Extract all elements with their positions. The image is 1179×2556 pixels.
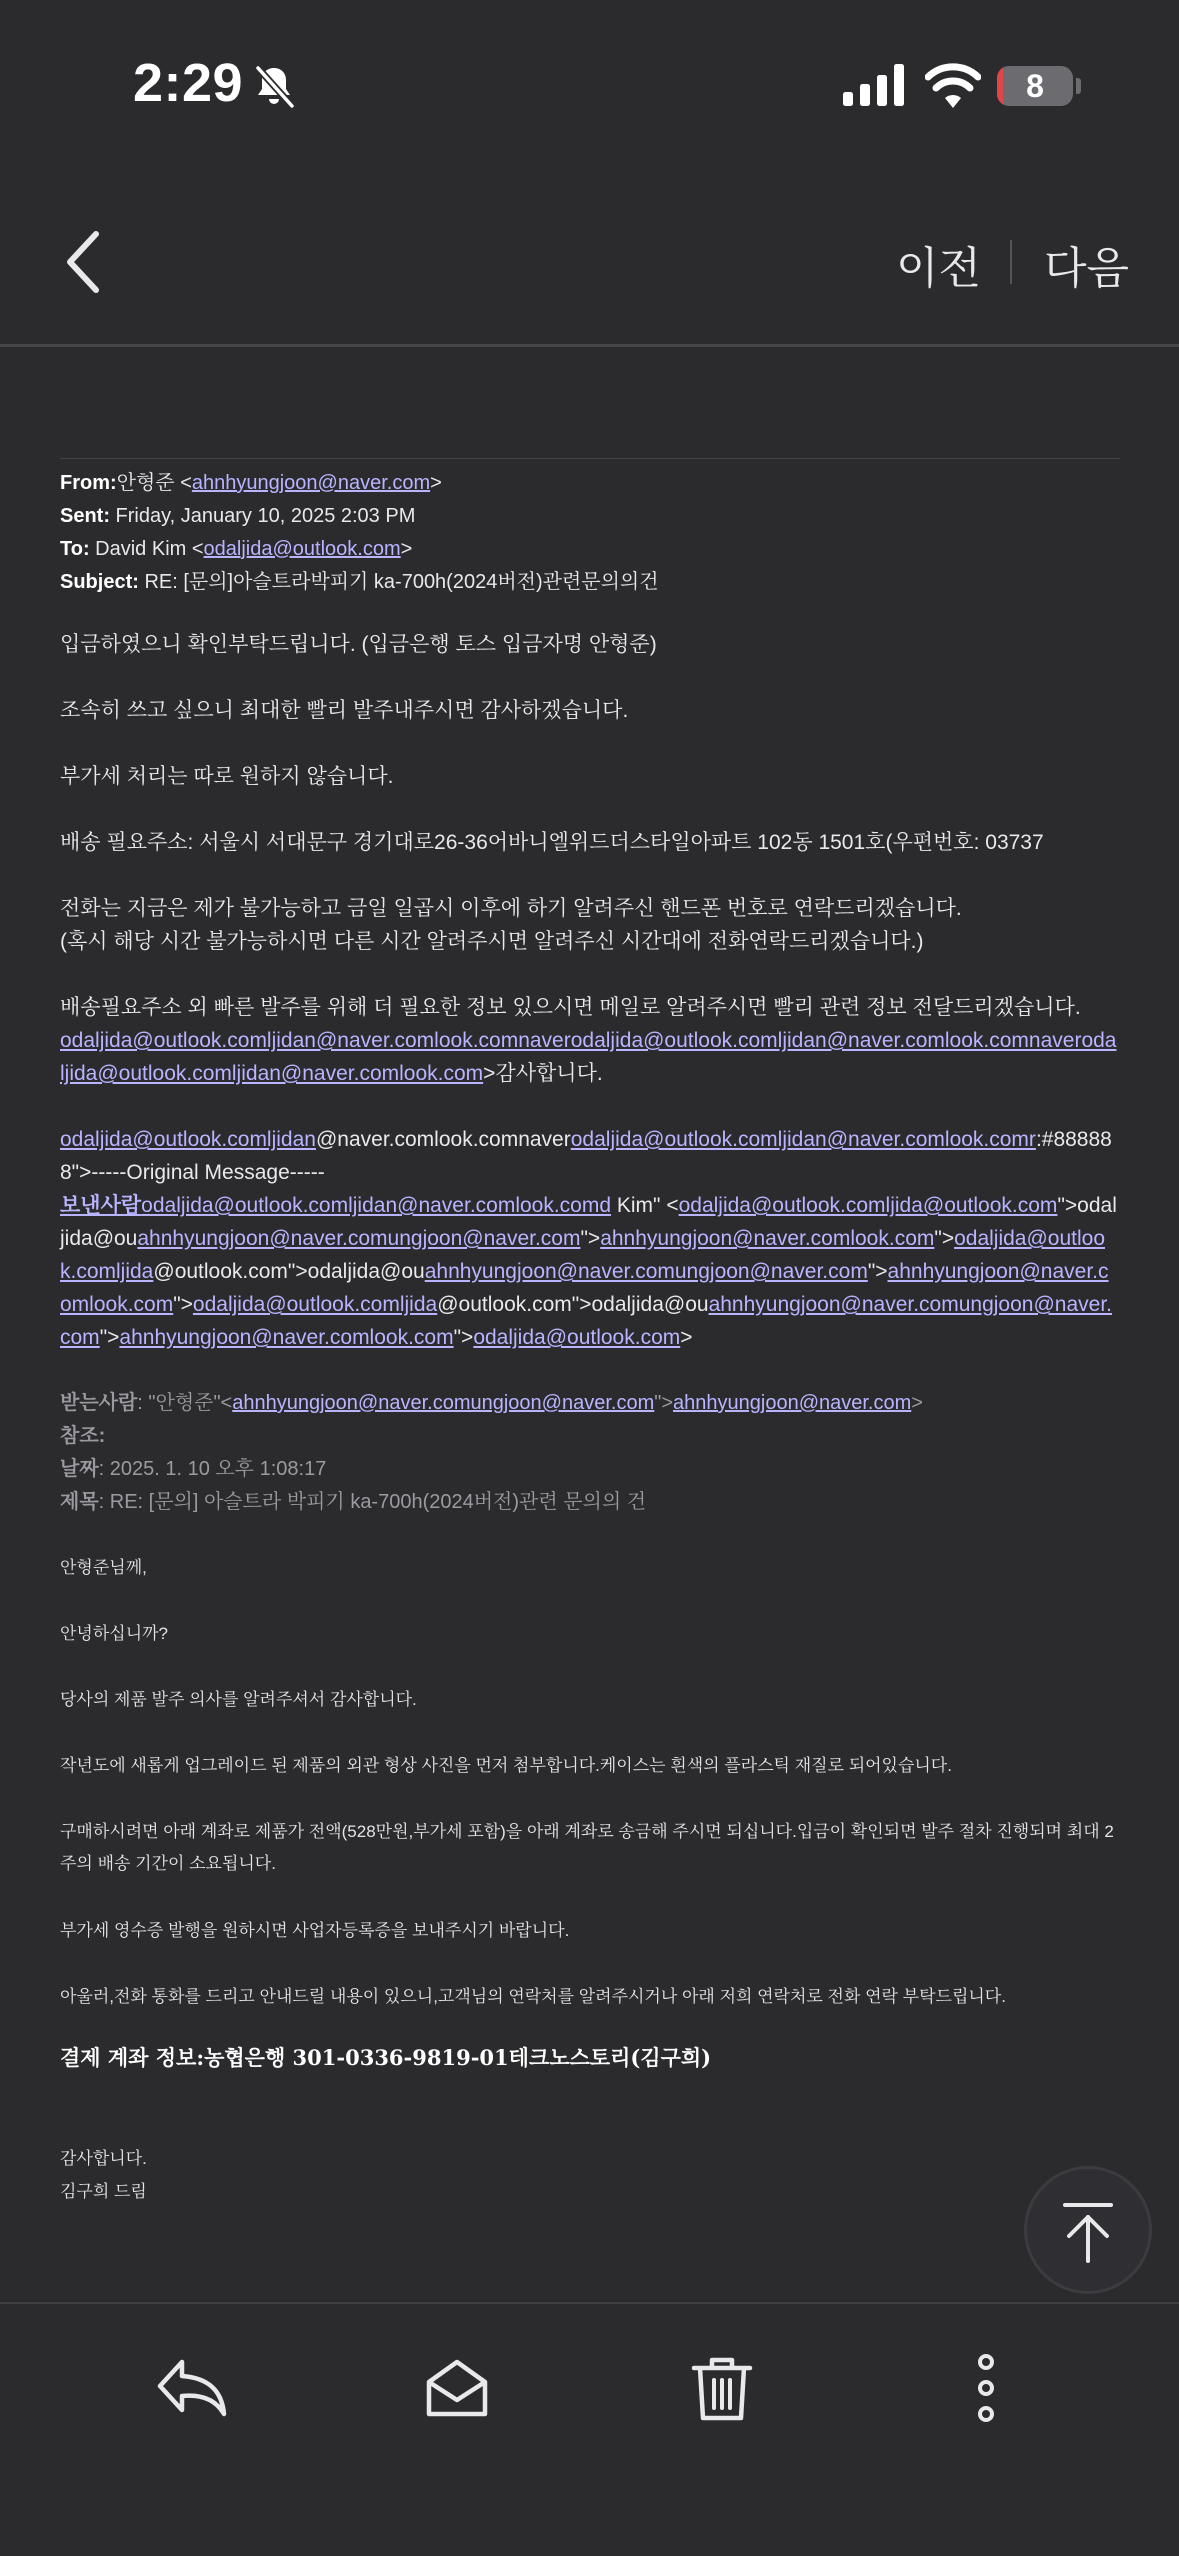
- body-paragraph-3: 부가세 처리는 따로 원하지 않습니다.: [60, 765, 394, 788]
- wifi-icon: [925, 62, 981, 108]
- sent-value: Friday, January 10, 2025 2:03 PM: [110, 505, 416, 527]
- sender-text: ">: [867, 1260, 888, 1283]
- sender-text: @outlook.com">odaljida@ou: [437, 1293, 709, 1316]
- mail-nav-bar: [0, 200, 1179, 346]
- body-paragraph-2: 조속히 쓰고 싶으니 최대한 빨리 발주내주시면 감사하겠습니다.: [60, 699, 629, 722]
- body-paragraph-1: 입금하였으니 확인부탁드립니다. (입금은행 토스 입금자명 안형준): [60, 633, 657, 656]
- cc-label: 참조:: [60, 1425, 106, 1447]
- battery-cap: [1076, 78, 1081, 94]
- quoted-link-2[interactable]: odaljida@outlook.comljidan@naver.comlook.comr: [570, 1128, 1036, 1151]
- sender-text: @outlook.com">odaljida@ou: [153, 1260, 425, 1283]
- next-mail-button[interactable]: 다음: [1044, 244, 1130, 293]
- trash-icon[interactable]: [682, 2348, 762, 2428]
- status-time: 2:29: [133, 53, 244, 113]
- recipient-text: : "안형준"<: [137, 1392, 233, 1414]
- body-paragraph-6-links: [60, 1024, 1120, 1090]
- thanks-inline: >감사합니다.: [483, 1062, 603, 1085]
- arrow-up-to-line-icon: [1027, 2169, 1149, 2291]
- sender-text: ">odaljida@ou: [60, 1194, 1117, 1250]
- quoted-subject-label: 제목: [60, 1491, 99, 1513]
- subject-line: [60, 566, 659, 598]
- subject-label: Subject:: [60, 571, 139, 593]
- quoted-sender-block: [60, 1189, 1120, 1354]
- sender-link[interactable]: odaljida@outlook.comljida@outlook.com: [678, 1194, 1058, 1217]
- to-email-link[interactable]: odaljida@outlook.com: [203, 538, 401, 560]
- sender-text: ">: [934, 1227, 955, 1250]
- date-line: [60, 1453, 1120, 1486]
- to-line: [60, 533, 412, 565]
- sender-link[interactable]: ahnhyungjoon@naver.comungjoon@naver.com: [424, 1260, 868, 1283]
- sender-text: ">: [99, 1326, 120, 1349]
- body-paragraph-4: 배송 필요주소: 서울시 서대문구 경기대로26-36어바니엘위드더스타일아파트 102동 1501호(우편번호: 03737: [60, 831, 1044, 854]
- sender-text: >: [680, 1326, 693, 1349]
- sender-text: ">: [173, 1293, 193, 1316]
- bell-slash-icon: [250, 62, 298, 110]
- sender-link[interactable]: ahnhyungjoon@naver.comlook.com: [60, 1260, 1109, 1316]
- sender-link[interactable]: ahnhyungjoon@naver.comlook.com: [600, 1227, 935, 1250]
- body-paragraph-6: 배송필요주소 외 빠른 발주를 위해 더 필요한 정보 있으시면 메일로 알려주시면 빨리 관련 정보 전달드리겠습니다.: [60, 996, 1081, 1019]
- status-bar: [0, 0, 1179, 170]
- bank-account-info: 결제 계좌 정보:농협은행 301-0336-9819-01테크노스토리(김구희): [60, 2045, 712, 2070]
- message-top-rule: [60, 458, 1120, 459]
- recipient-line: [60, 1387, 1120, 1420]
- cc-line: [60, 1420, 1120, 1453]
- reply-paragraph-5: 아울러,전화 통화를 드리고 안내드릴 내용이 있으니,고객님의 연락처를 알려주시거나 아래 저희 연락처로 전화 연락 부탁드립니다.: [60, 1987, 1006, 2006]
- scroll-to-top-button[interactable]: [1024, 2166, 1152, 2294]
- from-close: >: [430, 472, 442, 494]
- to-name: David Kim <: [89, 538, 204, 560]
- reply-paragraph-3: 구매하시려면 아래 계좌로 제품가 전액(528만원,부가세 포함)을 아래 계좌로 송금해 주시면 되십니다.입금이 확인되면 발주 절차 진행되며 최대 2주의 배송 기간이 소요됩니다.: [60, 1822, 1114, 1873]
- cellular-signal-icon: [843, 64, 905, 106]
- header-divider: [0, 344, 1179, 347]
- from-line: [60, 467, 442, 499]
- sent-line: [60, 500, 415, 532]
- quoted-link-1[interactable]: odaljida@outlook.comljidan: [60, 1128, 316, 1151]
- reply-icon[interactable]: [152, 2348, 232, 2428]
- previous-mail-button[interactable]: 이전: [896, 244, 982, 293]
- sender-link[interactable]: ahnhyungjoon@naver.comungjoon@naver.com: [137, 1227, 581, 1250]
- reply-paragraph-1: 당사의 제품 발주 의사를 알려주셔서 감사합니다.: [60, 1690, 417, 1709]
- more-vertical-icon[interactable]: [946, 2348, 1026, 2428]
- from-email-link[interactable]: ahnhyungjoon@naver.com: [191, 472, 431, 494]
- bottom-toolbar: [0, 2304, 1179, 2556]
- sent-label: Sent:: [60, 505, 110, 527]
- email-link-chain[interactable]: odaljida@outlook.comljidan@naver.comlook.comnaverodaljida@outlook.comljidan@naver.comlook.comnaverodaljida@outlook.comljidan@naver.comlook.com: [60, 1029, 1117, 1085]
- recipient-link[interactable]: ahnhyungjoon@naver.com: [673, 1392, 912, 1414]
- to-close: >: [400, 538, 413, 560]
- quoted-subject-value: : RE: [문의] 아슬트라 박피기 ka-700h(2024버전)관련 문의의 건: [98, 1491, 647, 1513]
- sender-text: ">: [580, 1227, 601, 1250]
- original-message-marker: :#888888">-----Original Message-----: [60, 1128, 1112, 1184]
- mark-unread-envelope-icon[interactable]: [417, 2348, 497, 2428]
- signature: 김구희 드림: [60, 2182, 147, 2201]
- nav-divider: [1010, 240, 1012, 284]
- quoted-line-1: [60, 1123, 1120, 1189]
- reply-paragraph-4: 부가세 영수증 발행을 원하시면 사업자등록증을 보내주시기 바랍니다.: [60, 1921, 570, 1940]
- reply-paragraph-2: 작년도에 새롭게 업그레이드 된 제품의 외관 형상 사진을 먼저 첨부합니다.케이스는 흰색의 플라스틱 재질로 되어있습니다.: [60, 1756, 952, 1775]
- sender-text: ">: [453, 1326, 474, 1349]
- quoted-text-1: @naver.comlook.comnaver: [315, 1128, 571, 1151]
- from-label: From:: [60, 472, 117, 494]
- recipient-label: 받는사람: [60, 1392, 138, 1414]
- sender-link[interactable]: ahnhyungjoon@naver.comungjoon@naver.com: [60, 1293, 1112, 1349]
- sender-link[interactable]: ahnhyungjoon@naver.comlook.com: [119, 1326, 454, 1349]
- sender-link[interactable]: odaljida@outlook.comljida: [192, 1293, 438, 1316]
- body-paragraph-5a: 전화는 지금은 제가 불가능하고 금일 일곱시 이후에 하기 알려주신 핸드폰 번호로 연락드리겠습니다.: [60, 897, 962, 920]
- date-value: : 2025. 1. 10 오후 1:08:17: [98, 1458, 327, 1480]
- quoted-subject-line: [60, 1486, 1120, 1519]
- to-label: To:: [60, 538, 90, 560]
- recipient-link[interactable]: ahnhyungjoon@naver.comungjoon@naver.com: [232, 1392, 655, 1414]
- closing-thanks: 감사합니다.: [60, 2149, 147, 2168]
- reply-hello: 안녕하십니까?: [60, 1624, 168, 1643]
- sender-link[interactable]: odaljida@outlook.comljidan@naver.comlook.comd: [141, 1194, 612, 1217]
- sender-label: 보낸사람: [60, 1194, 142, 1217]
- recipient-text: >: [911, 1392, 923, 1414]
- from-name: 안형준 <: [116, 472, 192, 494]
- recipient-text: ">: [654, 1392, 674, 1414]
- sender-link[interactable]: odaljida@outlook.comljida: [60, 1227, 1106, 1283]
- reply-greeting: 안형준님께,: [60, 1558, 147, 1577]
- chevron-left-icon[interactable]: [60, 228, 110, 296]
- sender-text: Kim" <: [611, 1194, 679, 1217]
- sender-link[interactable]: odaljida@outlook.com: [473, 1326, 681, 1349]
- battery-icon: [997, 66, 1073, 106]
- subject-value: RE: [문의]아슬트라박피기 ka-700h(2024버전)관련문의의건: [138, 571, 659, 593]
- date-label: 날짜: [60, 1458, 99, 1480]
- body-paragraph-5b: (혹시 해당 시간 불가능하시면 다른 시간 알려주시면 알려주신 시간대에 전화연락드리겠습니다.): [60, 930, 924, 953]
- battery-percent: 8: [1026, 68, 1044, 104]
